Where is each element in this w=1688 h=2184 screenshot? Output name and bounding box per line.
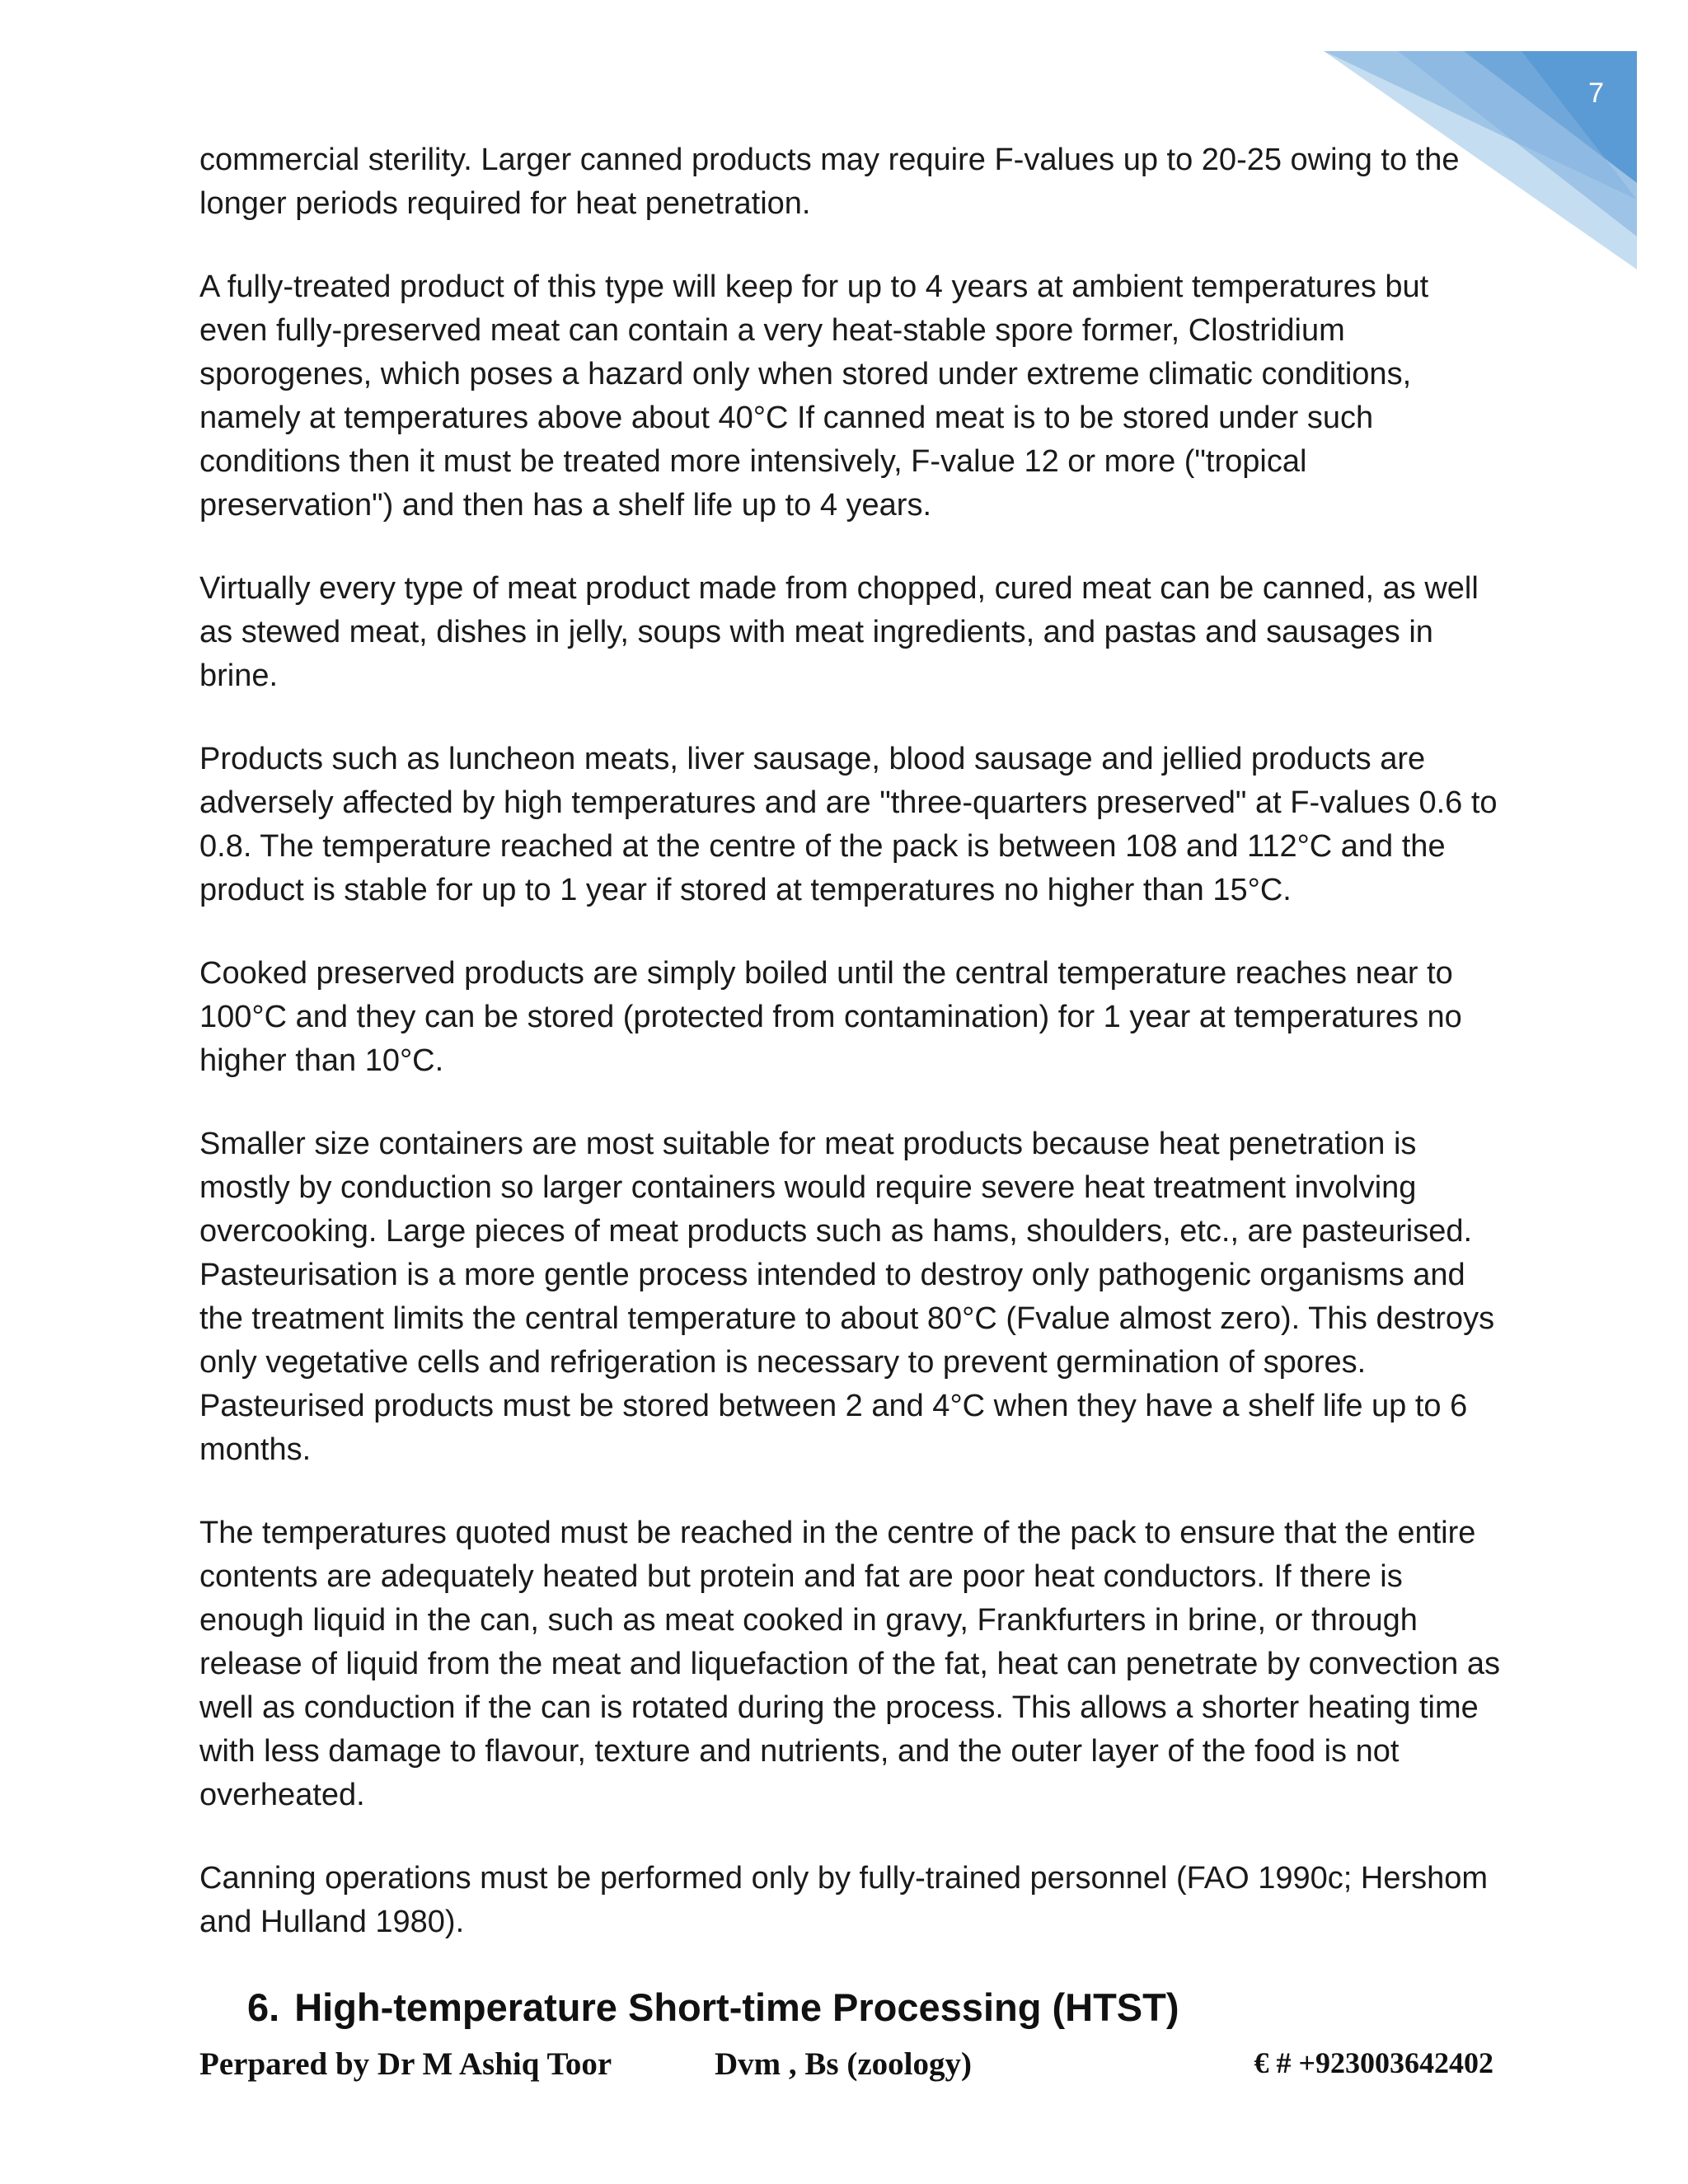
paragraph-container-size: Smaller size containers are most suitable for meat products because heat penetration is mostly by conduction so larger containers would require severe heat treatment involving overcooking. Large pieces of meat products such as hams, shoulders, etc., are pasteurised. Pasteurisation is a more gentle process intended to destroy only pathogenic organisms and the treatment limits the central temperature to about 80°C (Fvalue almost zero). This destroys only vegetative cells and refrigeration is necessary to prevent germination of spores. Pasteurised products must be stored between 2 and 4°C when they have a shelf life up to 6 months. [199, 1127, 1495, 1467]
page-footer [199, 2046, 1493, 2087]
paragraph-fully-treated-product: A fully-treated product of this type will keep for up to 4 years at ambient temperatures but even fully-preserved meat can contain a very heat-stable spore former, Clostridium sporogenes, which poses a hazard only when stored under extreme climatic conditions, namely at temperatures above about 40°C If canned meat is to be stored under such conditions then it must be treated more intensively, F-value 12 or more ("tropical preservation") and then has a shelf life up to 4 years. [199, 269, 1429, 523]
section-number: 6. [247, 1985, 280, 2029]
paragraph-three-quarters-preserved: Products such as luncheon meats, liver sausage, blood sausage and jellied products are adversely affected by high temperatures and are "three-quarters preserved" at F-values 0.6 to 0.8. The temperature reached at the centre of the pack is between 108 and 112°C and the product is stable for up to 1 year if stored at temperatures no higher than 15°C. [199, 742, 1498, 907]
paragraph-cooked-preserved: Cooked preserved products are simply boiled until the central temperature reaches near to 100°C and they can be stored (protected from contamination) for 1 year at temperatures no higher than 10°C. [199, 956, 1462, 1078]
footer-degree: Dvm , Bs (zoology) [715, 2046, 972, 2082]
footer-phone: € # +923003642402 [1254, 2046, 1493, 2079]
section-heading [247, 1985, 1179, 2030]
paragraph-commercial-sterility: commercial sterility. Larger canned products may require F-values up to 20-25 owing to the longer periods required for heat penetration. [199, 143, 1460, 221]
section-title: High-temperature Short-time Processing (HTST) [294, 1985, 1179, 2029]
footer-author: Perpared by Dr M Ashiq Toor [199, 2046, 612, 2082]
document-body [199, 138, 1502, 1984]
paragraph-canning-personnel: Canning operations must be performed only by fully-trained personnel (FAO 1990c; Hershom and Hulland 1980). [199, 1861, 1489, 1939]
paragraph-meat-product-types: Virtually every type of meat product made from chopped, cured meat can be canned, as well as stewed meat, dishes in jelly, soups with meat ingredients, and pastas and sausages in brine. [199, 571, 1479, 693]
paragraph-heat-penetration: The temperatures quoted must be reached in the centre of the pack to ensure that the entire contents are adequately heated but protein and fat are poor heat conductors. If there is enough liquid in the can, such as meat cooked in gravy, Frankfurters in brine, or through release of liquid from the meat and liquefaction of the fat, heat can penetrate by convection as well as conduction if the can is rotated during the process. This allows a shorter heating time with less damage to flavour, texture and nutrients, and the outer layer of the food is not overheated. [199, 1516, 1500, 1812]
page-number: 7 [1588, 77, 1604, 109]
